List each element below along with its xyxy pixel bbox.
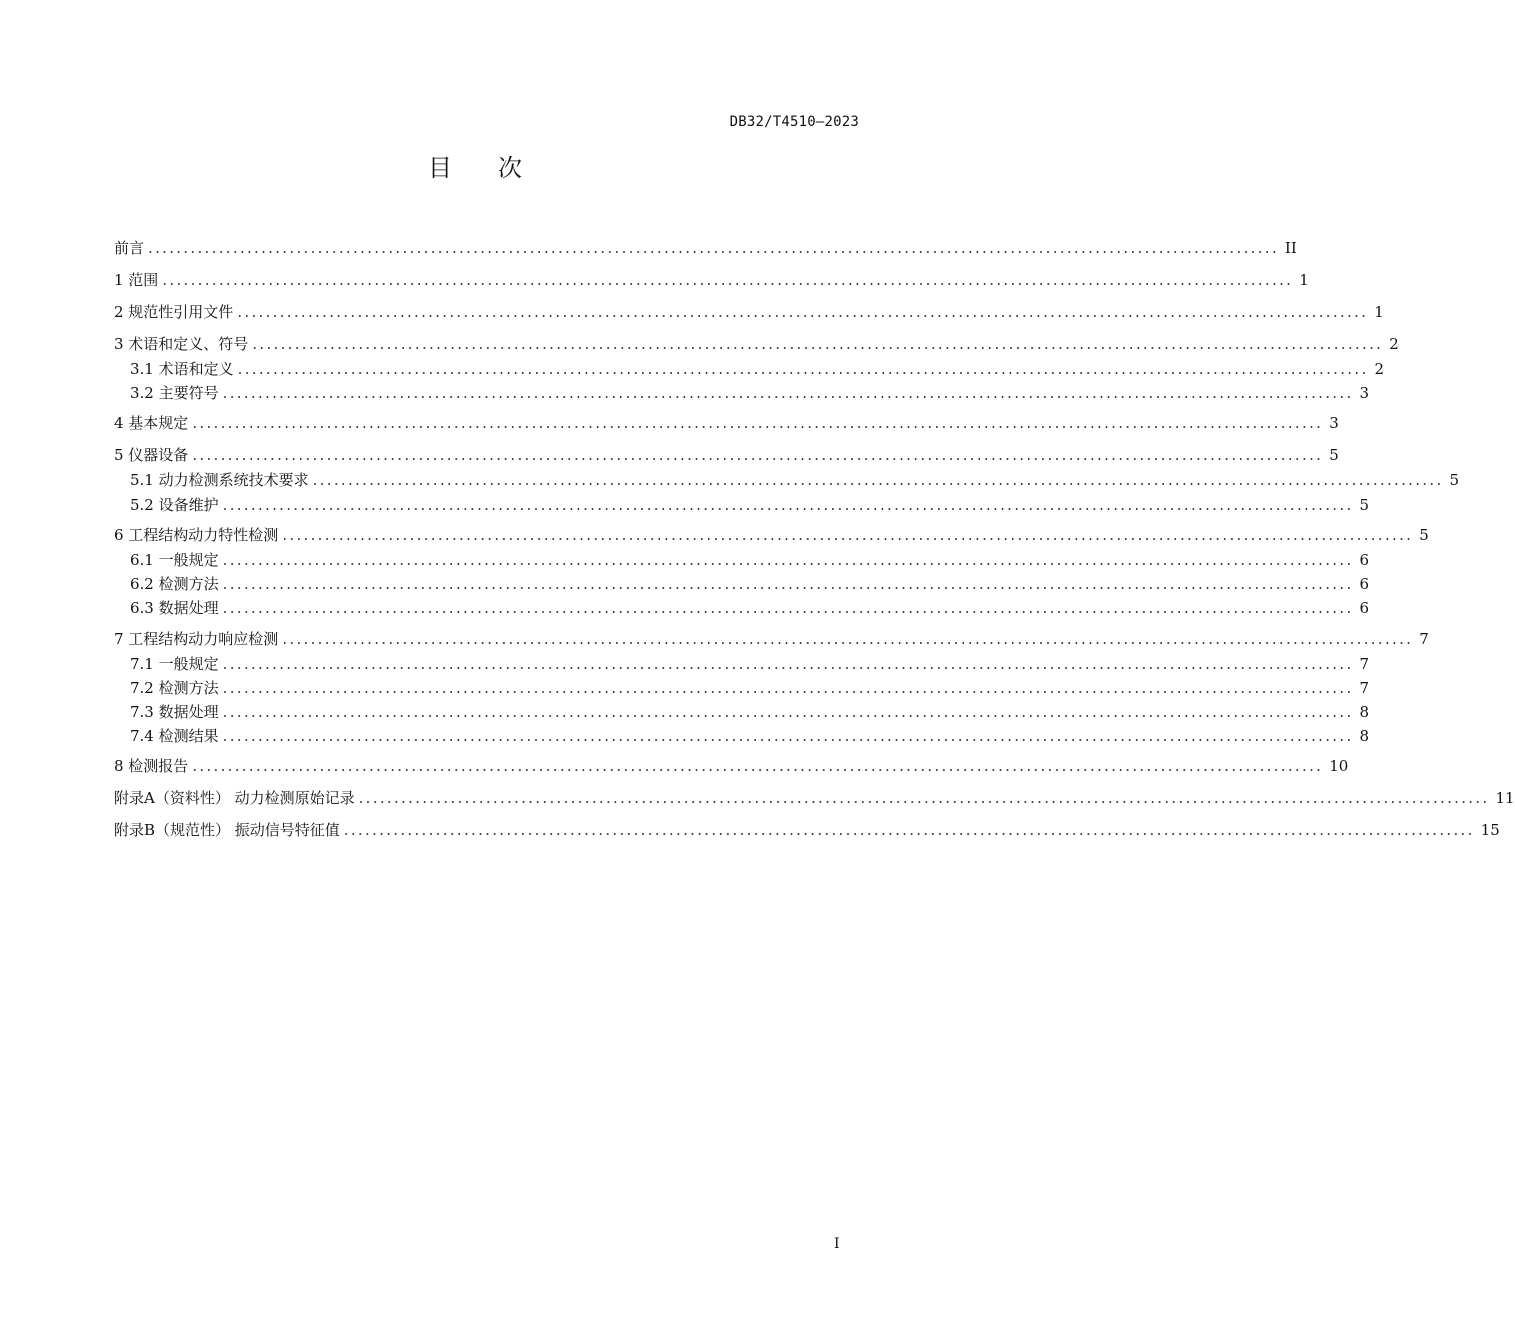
toc-entry-page: 6 — [1359, 551, 1370, 569]
toc-leader: ................................................................................................................................................................ — [222, 727, 1354, 745]
toc-leader: ................................................................................................................................................................ — [222, 703, 1354, 721]
toc-entry-page: 3 — [1329, 414, 1339, 432]
toc-entry-7-1[interactable] — [114, 654, 1370, 674]
toc-entry-label: 附录B（规范性） 振动信号特征值 — [114, 821, 340, 839]
toc-entry-6-3[interactable] — [114, 598, 1370, 618]
toc-entry-page: 7 — [1359, 679, 1370, 697]
toc-entry-page: 10 — [1329, 757, 1349, 775]
toc-leader: ................................................................................................................................................................ — [222, 496, 1354, 514]
toc-entry-label: 4 基本规定 — [114, 414, 189, 432]
document-code: DB32/T4510—2023 — [729, 114, 859, 130]
toc-entry-7-3[interactable] — [114, 702, 1370, 722]
toc-entry-7-4[interactable] — [114, 726, 1370, 746]
title-char-1: 目 — [428, 154, 452, 182]
toc-entry-6-2[interactable] — [114, 574, 1370, 594]
toc-leader: ................................................................................................................................................................ — [192, 414, 1324, 432]
toc-entry-page: 1 — [1299, 271, 1309, 289]
toc-entry-label: 1 范围 — [114, 271, 159, 289]
toc-entry-appendix-b[interactable] — [114, 820, 1500, 840]
toc-entry-label: 5.2 设备维护 — [130, 496, 219, 514]
toc-entry-page: 1 — [1374, 303, 1384, 321]
toc-entry-6[interactable] — [114, 525, 1429, 545]
toc-leader: ................................................................................................................................................................ — [192, 757, 1324, 775]
toc-leader: ................................................................................................................................................................ — [222, 575, 1354, 593]
toc-entry-page: 7 — [1359, 655, 1370, 673]
toc-entry-label: 前言 — [114, 239, 145, 257]
toc-entry-label: 3 术语和定义、符号 — [114, 335, 249, 353]
toc-entry-5-2[interactable] — [114, 495, 1370, 515]
toc-entry-3-2[interactable] — [114, 383, 1370, 403]
toc-entry-page: 7 — [1419, 630, 1429, 648]
toc-entry-page: 2 — [1374, 360, 1385, 378]
toc-entry-label: 2 规范性引用文件 — [114, 303, 234, 321]
toc-entry-page: 5 — [1419, 526, 1429, 544]
toc-entry-appendix-a[interactable] — [114, 788, 1515, 808]
toc-entry-page: 15 — [1480, 821, 1500, 839]
toc-leader: ................................................................................................................................................................ — [162, 271, 1294, 289]
toc-entry-label: 3.1 术语和定义 — [130, 360, 234, 378]
page-title — [0, 148, 950, 183]
toc-entry-3-1[interactable] — [114, 359, 1385, 379]
toc-entry-page: 3 — [1359, 384, 1370, 402]
toc-entry-page: 11 — [1495, 789, 1515, 807]
toc-entry-page: 8 — [1359, 727, 1370, 745]
toc-entry-8[interactable] — [114, 756, 1349, 776]
toc-entry-label: 7.2 检测方法 — [130, 679, 219, 697]
toc-entry-4[interactable] — [114, 413, 1339, 433]
toc-entry-label: 6 工程结构动力特性检测 — [114, 526, 279, 544]
toc-entry-page: II — [1284, 239, 1297, 257]
toc-entry-6-1[interactable] — [114, 550, 1370, 570]
toc-leader: ................................................................................................................................................................ — [222, 551, 1354, 569]
toc-entry-5[interactable] — [114, 445, 1339, 465]
toc-leader: ................................................................................................................................................................ — [312, 471, 1444, 489]
toc-leader: ................................................................................................................................................................ — [222, 384, 1354, 402]
toc-entry-foreword[interactable] — [114, 238, 1297, 258]
toc-entry-page: 6 — [1359, 575, 1370, 593]
toc-entry-5-1[interactable] — [114, 470, 1460, 490]
toc-leader: ................................................................................................................................................................ — [252, 335, 1384, 353]
toc-leader: ................................................................................................................................................................ — [343, 821, 1475, 839]
toc-leader: ................................................................................................................................................................ — [192, 446, 1324, 464]
toc-entry-1[interactable] — [114, 270, 1309, 290]
toc-leader: ................................................................................................................................................................ — [282, 526, 1414, 544]
toc-entry-label: 6.1 一般规定 — [130, 551, 219, 569]
toc-entry-page: 5 — [1359, 496, 1370, 514]
toc-entry-label: 5.1 动力检测系统技术要求 — [130, 471, 309, 489]
toc-entry-label: 3.2 主要符号 — [130, 384, 219, 402]
toc-leader: ................................................................................................................................................................ — [237, 303, 1369, 321]
toc-entry-label: 8 检测报告 — [114, 757, 189, 775]
toc-entry-page: 8 — [1359, 703, 1370, 721]
toc-leader: ................................................................................................................................................................ — [222, 655, 1354, 673]
toc-leader: ................................................................................................................................................................ — [358, 789, 1490, 807]
toc-entry-page: 5 — [1449, 471, 1460, 489]
toc-entry-7-2[interactable] — [114, 678, 1370, 698]
toc-leader: ................................................................................................................................................................ — [222, 599, 1354, 617]
toc-entry-2[interactable] — [114, 302, 1384, 322]
toc-entry-page: 2 — [1389, 335, 1399, 353]
toc-entry-label: 7.1 一般规定 — [130, 655, 219, 673]
toc-leader: ................................................................................................................................................................ — [222, 679, 1354, 697]
toc-entry-7[interactable] — [114, 629, 1429, 649]
toc-leader: ................................................................................................................................................................ — [148, 239, 1279, 257]
page-number: I — [834, 1236, 840, 1252]
toc-entry-label: 7.3 数据处理 — [130, 703, 219, 721]
toc-entry-3[interactable] — [114, 334, 1399, 354]
title-char-2: 次 — [498, 154, 522, 182]
toc-entry-page: 6 — [1359, 599, 1370, 617]
toc-entry-label: 附录A（资料性） 动力检测原始记录 — [114, 789, 355, 807]
toc-entry-page: 5 — [1329, 446, 1339, 464]
toc-entry-label: 5 仪器设备 — [114, 446, 189, 464]
toc-leader: ................................................................................................................................................................ — [282, 630, 1414, 648]
toc-leader: ................................................................................................................................................................ — [237, 360, 1369, 378]
toc-entry-label: 7.4 检测结果 — [130, 727, 219, 745]
toc-entry-label: 6.3 数据处理 — [130, 599, 219, 617]
toc-entry-label: 7 工程结构动力响应检测 — [114, 630, 279, 648]
toc-entry-label: 6.2 检测方法 — [130, 575, 219, 593]
